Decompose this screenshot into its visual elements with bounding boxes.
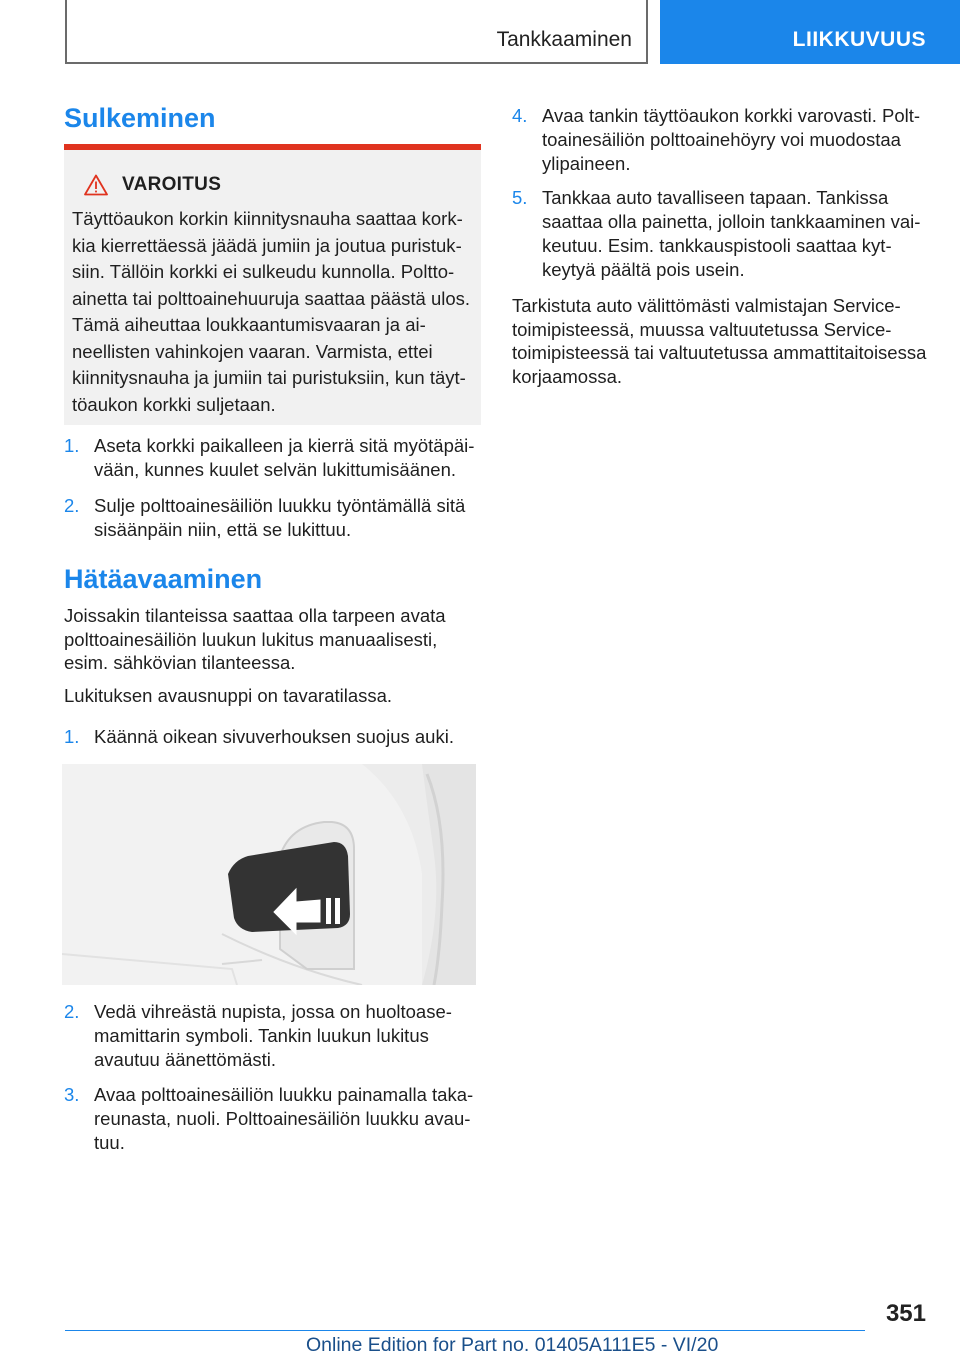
trunk-cover-arrow-illustration xyxy=(62,764,476,985)
section-title: LIIKKUVUUS xyxy=(792,28,926,51)
emergency-note: Lukituksen avausnuppi on tavaratilassa. xyxy=(64,685,393,706)
list-item xyxy=(64,1083,481,1155)
step-number: 4. xyxy=(512,105,528,126)
step-text: Aseta korkki paikalleen ja kierrä sitä myötäpäivään, kunnes kuulet selvän lukittumisäänen. xyxy=(94,435,475,480)
list-item xyxy=(512,186,928,282)
list-item xyxy=(64,1000,481,1072)
heading-hataavaaminen: Hätäavaaminen xyxy=(64,564,263,594)
warning-triangle-icon xyxy=(84,174,108,196)
list-item xyxy=(64,494,481,542)
step-number: 2. xyxy=(64,1001,80,1022)
step-text: Vedä vihreästä nupista, jossa on huoltoasemamittarin symboli. Tankin luukun lukitus avautuu äänettömästi. xyxy=(94,1001,452,1070)
step-number: 5. xyxy=(512,187,528,208)
step-text: Tankkaa auto tavalliseen tapaan. Tankissa saattaa olla painetta, jolloin tankkaaminen vaikeutuu. Esim. tankkauspistooli saattaa kytkeytyä päältä pois usein. xyxy=(542,187,921,280)
heading-sulkeminen: Sulkeminen xyxy=(64,103,216,133)
footer-rule xyxy=(65,1330,865,1331)
list-item xyxy=(512,104,928,176)
step-text: Käännä oikean sivuverhouksen suojus auki. xyxy=(94,726,454,747)
list-item xyxy=(64,434,481,482)
header-section-tab xyxy=(660,0,960,64)
page-number: 351 xyxy=(885,1300,926,1327)
edition-footer: Online Edition for Part no. 01405A111E5 - VI/20 xyxy=(306,1334,719,1356)
step-text: Avaa tankin täyttöaukon korkki varovasti. Polttoainesäiliön polttoainehöyry voi muodostaa ylipaineen. xyxy=(542,105,921,174)
step-text: Avaa polttoainesäiliön luukku painamalla takareunasta, nuoli. Polttoainesäiliön luukku avautuu. xyxy=(94,1084,474,1153)
chapter-title: Tankkaaminen xyxy=(496,28,632,51)
warning-title: VAROITUS xyxy=(122,174,222,195)
warning-box xyxy=(64,150,481,425)
service-paragraph: Tarkistuta auto välittömästi valmistajan Service-toimipisteessä, muussa valtuutetussa Service-toimipisteessä tai valtuutetussa ammattitaitoisessa korjaamossa. xyxy=(512,295,927,387)
step-number: 3. xyxy=(64,1084,80,1105)
emergency-intro: Joissakin tilanteissa saattaa olla tarpeen avata polttoainesäiliön luukun lukitus manuaalisesti, esim. sähkövian tilanteessa. xyxy=(64,605,446,673)
step-number: 1. xyxy=(64,726,80,747)
step-number: 2. xyxy=(64,495,80,516)
step-text: Sulje polttoainesäiliön luukku työntämällä sitä sisäänpäin niin, että se lukittuu. xyxy=(94,495,466,540)
warning-text: Täyttöaukon korkin kiinnitysnauha saattaa korkkia kierrettäessä jäädä jumiin ja joutua puristuksiin. Tällöin korkki ei sulkeudu kunnolla. Polttoainetta tai polttoainehuuruja saattaa päästä ulos. Tämä aiheuttaa loukkaantumisvaaran ja aineellisten vahinkojen vaaran. Varmista, ettei kiinnitysnauha ja jumiin tai puristuksiin, kun täyttöaukon korkki suljetaan. xyxy=(72,208,471,415)
header-chapter-box xyxy=(65,0,648,64)
list-item xyxy=(64,725,481,749)
trunk-lining-illustration xyxy=(62,764,476,985)
step-number: 1. xyxy=(64,435,80,456)
